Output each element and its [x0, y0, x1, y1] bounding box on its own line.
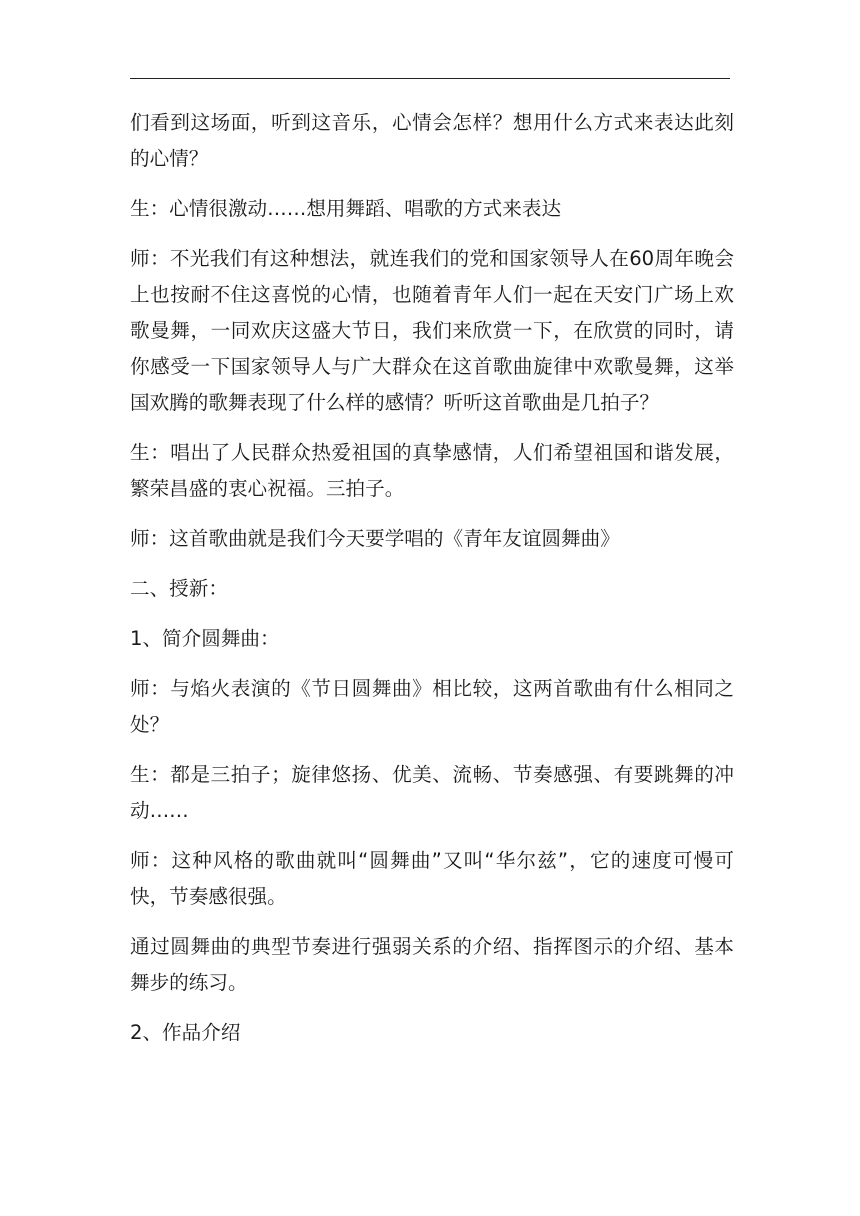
- paragraph-gap: [130, 227, 734, 241]
- paragraph-gap: [130, 607, 734, 621]
- paragraph-gap: [130, 557, 734, 571]
- paragraph-student-answer-1: 生：心情很激动……想用舞蹈、唱歌的方式来表达: [130, 197, 562, 220]
- paragraph-gap: [130, 915, 734, 929]
- paragraph-teacher-1: 师：不光我们有这种想法，就连我们的党和国家领导人在60周年晚会上也按耐不住这喜悦的心情，也随着青年人们一起在天安门广场上欢歌曼舞，一同欢庆这盛大节日，我们来欣赏一下，在欣赏的同时，请你感受一下国家领导人与广大群众在这首歌曲旋律中欢歌曼舞，这举国欢腾的歌舞表现了什么样的感情？听听这首歌曲是几拍子？: [130, 247, 734, 414]
- subheading-waltz-intro: 1、简介圆舞曲：: [130, 627, 280, 650]
- paragraph-gap: [130, 829, 734, 843]
- paragraph-practice: 通过圆舞曲的典型节奏进行强弱关系的介绍、指挥图示的介绍、基本舞步的练习。: [130, 935, 734, 994]
- paragraph-gap: [130, 1001, 734, 1015]
- paragraph-teacher-2: 师：这首歌曲就是我们今天要学唱的《青年友谊圆舞曲》: [130, 527, 620, 550]
- paragraph-intro-question: 们看到这场面，听到这音乐，心情会怎样？想用什么方式来表达此刻的心情？: [130, 111, 734, 170]
- paragraph-gap: [130, 657, 734, 671]
- document-body: [130, 105, 734, 1051]
- paragraph-gap: [130, 743, 734, 757]
- subheading-work-intro: 2、作品介绍: [130, 1021, 241, 1044]
- paragraph-teacher-4: 师：这种风格的歌曲就叫“圆舞曲”又叫“华尔兹”，它的速度可慢可快，节奏感很强。: [130, 849, 734, 908]
- paragraph-student-answer-2: 生：唱出了人民群众热爱祖国的真挚感情，人们希望祖国和谐发展，繁荣昌盛的衷心祝福。三拍子。: [130, 441, 734, 500]
- paragraph-gap: [130, 177, 734, 191]
- paragraph-gap: [130, 421, 734, 435]
- paragraph-student-answer-3: 生：都是三拍子；旋律悠扬、优美、流畅、节奏感强、有要跳舞的冲动……: [130, 763, 734, 822]
- paragraph-gap: [130, 507, 734, 521]
- header-rule: [130, 78, 730, 79]
- section-heading-new-lesson: 二、授新：: [130, 577, 228, 600]
- paragraph-teacher-3: 师：与焰火表演的《节日圆舞曲》相比较，这两首歌曲有什么相同之处？: [130, 677, 734, 736]
